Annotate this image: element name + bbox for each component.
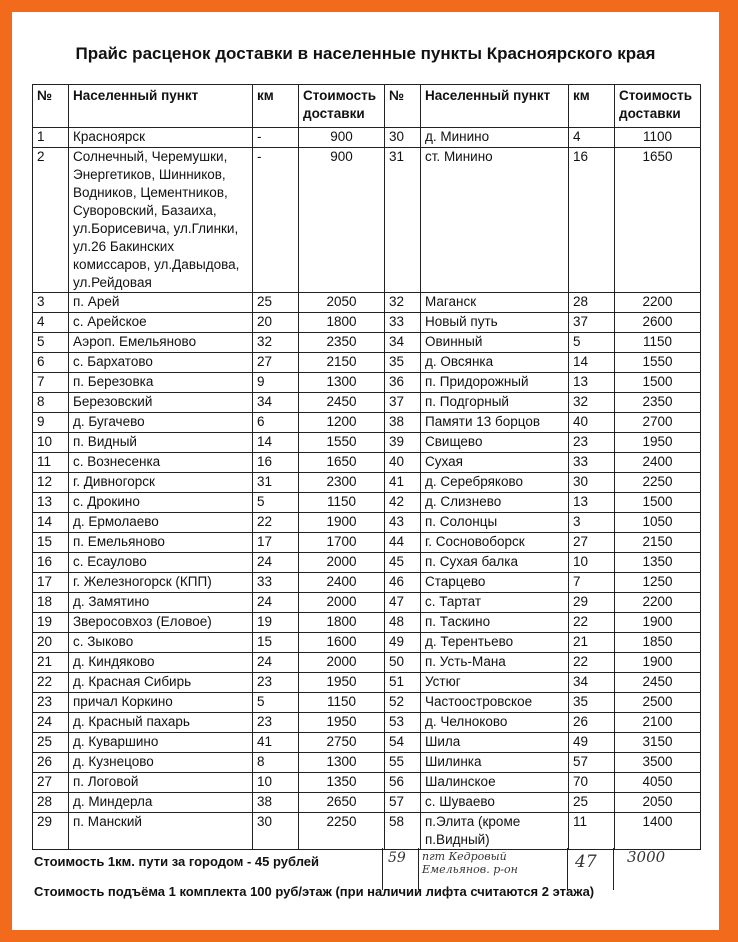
cell-cost: 1900 (615, 653, 701, 673)
cell-place: г. Сосновоборск (421, 533, 569, 553)
cell-km: 49 (569, 733, 615, 753)
cell-num: 37 (385, 393, 421, 413)
cell-km: 32 (253, 333, 299, 353)
cell-cost: 2150 (299, 353, 385, 373)
cell-km: 16 (569, 148, 615, 293)
table-row (33, 148, 701, 293)
table-row (33, 713, 701, 733)
cell-place: п. Придорожный (421, 373, 569, 393)
cell-num: 56 (385, 773, 421, 793)
cell-place: д. Красный пахарь (69, 713, 253, 733)
table-row (33, 813, 701, 850)
cell-km: 34 (253, 393, 299, 413)
table-row (33, 733, 701, 753)
cell-num: 57 (385, 793, 421, 813)
cell-km: - (253, 148, 299, 293)
cell-km: 9 (253, 373, 299, 393)
cell-place: Частоостровское (421, 693, 569, 713)
cell-cost: 3150 (615, 733, 701, 753)
cell-cost: 2700 (615, 413, 701, 433)
cell-cost: 1350 (615, 553, 701, 573)
cell-place: с. Зыково (69, 633, 253, 653)
cell-cost: 4050 (615, 773, 701, 793)
cell-cost: 2200 (615, 293, 701, 313)
cell-km: 3 (569, 513, 615, 533)
cell-num: 18 (33, 593, 69, 613)
cell-cost: 1800 (299, 613, 385, 633)
cell-place: с. Есаулово (69, 553, 253, 573)
cell-km: 20 (253, 313, 299, 333)
cell-place: д. Замятино (69, 593, 253, 613)
cell-place: Овинный (421, 333, 569, 353)
cell-num: 28 (33, 793, 69, 813)
table-row (33, 513, 701, 533)
cell-num: 53 (385, 713, 421, 733)
table-row (33, 453, 701, 473)
cell-place: д. Терентьево (421, 633, 569, 653)
cell-km: 24 (253, 593, 299, 613)
cell-num: 12 (33, 473, 69, 493)
cell-num: 17 (33, 573, 69, 593)
cell-place: д. Красная Сибирь (69, 673, 253, 693)
cell-place: г. Дивногорск (69, 473, 253, 493)
cell-num: 11 (33, 453, 69, 473)
cell-cost: 1550 (299, 433, 385, 453)
cell-km: 32 (569, 393, 615, 413)
cell-km: 30 (253, 813, 299, 850)
table-row (33, 773, 701, 793)
cell-num: 8 (33, 393, 69, 413)
cell-place: Памяти 13 борцов (421, 413, 569, 433)
header-km-2: км (569, 85, 615, 128)
cell-cost: 1850 (615, 633, 701, 653)
cell-cost: 1150 (615, 333, 701, 353)
cell-num: 44 (385, 533, 421, 553)
cell-km: 38 (253, 793, 299, 813)
cell-cost: 1500 (615, 493, 701, 513)
cell-cost: 1950 (299, 713, 385, 733)
cell-place: п. Березовка (69, 373, 253, 393)
cell-num: 9 (33, 413, 69, 433)
cell-cost: 2150 (615, 533, 701, 553)
cell-km: 23 (253, 713, 299, 733)
cell-num: 20 (33, 633, 69, 653)
footer-lifting: Стоимость подъёма 1 комплекта 100 руб/этаж (при наличии лифта считаются 2 этажа) (34, 884, 595, 899)
table-row (33, 493, 701, 513)
table-row (33, 313, 701, 333)
table-row (33, 753, 701, 773)
header-num: № (33, 85, 69, 128)
cell-place: Зверосовхоз (Еловое) (69, 613, 253, 633)
cell-km: 16 (253, 453, 299, 473)
table-row (33, 393, 701, 413)
cell-km: 19 (253, 613, 299, 633)
table-row (33, 573, 701, 593)
cell-cost: 2300 (299, 473, 385, 493)
cell-num: 1 (33, 128, 69, 148)
table-row (33, 293, 701, 313)
hand-km: 47 (575, 852, 597, 872)
cell-num: 38 (385, 413, 421, 433)
cell-num: 31 (385, 148, 421, 293)
cell-num: 51 (385, 673, 421, 693)
cell-km: 31 (253, 473, 299, 493)
cell-cost: 1500 (615, 373, 701, 393)
cell-num: 43 (385, 513, 421, 533)
cell-place: п. Солонцы (421, 513, 569, 533)
cell-num: 39 (385, 433, 421, 453)
cell-place: п. Манский (69, 813, 253, 850)
header-cost-2: Стоимость доставки (615, 85, 701, 128)
hand-cost: 3000 (627, 848, 666, 866)
cell-km: 24 (253, 553, 299, 573)
cell-cost: 2050 (615, 793, 701, 813)
cell-place: п. Логовой (69, 773, 253, 793)
cell-num: 42 (385, 493, 421, 513)
cell-cost: 1250 (615, 573, 701, 593)
cell-cost: 2050 (299, 293, 385, 313)
cell-num: 7 (33, 373, 69, 393)
cell-cost: 2450 (299, 393, 385, 413)
cell-place: Старцево (421, 573, 569, 593)
cell-place: Аэроп. Емельяново (69, 333, 253, 353)
cell-km: 23 (253, 673, 299, 693)
hand-place: пгт Кедровый Емельянов. р-он (422, 850, 518, 876)
cell-cost: 1100 (615, 128, 701, 148)
cell-cost: 2100 (615, 713, 701, 733)
cell-km: 33 (253, 573, 299, 593)
cell-num: 22 (33, 673, 69, 693)
cell-num: 58 (385, 813, 421, 850)
cell-num: 47 (385, 593, 421, 613)
header-km: км (253, 85, 299, 128)
cell-place: Маганск (421, 293, 569, 313)
cell-km: 5 (253, 493, 299, 513)
cell-km: 35 (569, 693, 615, 713)
cell-cost: 1550 (615, 353, 701, 373)
cell-km: 17 (253, 533, 299, 553)
cell-place: Свищево (421, 433, 569, 453)
cell-place: с. Арейское (69, 313, 253, 333)
cell-km: 40 (569, 413, 615, 433)
table-row (33, 533, 701, 553)
cell-place: ст. Минино (421, 148, 569, 293)
cell-cost: 1050 (615, 513, 701, 533)
cell-km: 27 (253, 353, 299, 373)
cell-km: 10 (569, 553, 615, 573)
cell-place: д. Миндерла (69, 793, 253, 813)
cell-place: д. Бугачево (69, 413, 253, 433)
cell-num: 41 (385, 473, 421, 493)
cell-num: 40 (385, 453, 421, 473)
cell-km: 13 (569, 373, 615, 393)
cell-cost: 2750 (299, 733, 385, 753)
cell-km: 8 (253, 753, 299, 773)
cell-km: 22 (569, 613, 615, 633)
cell-num: 23 (33, 693, 69, 713)
table-row (33, 473, 701, 493)
cell-place: д. Кузнецово (69, 753, 253, 773)
cell-place: Устюг (421, 673, 569, 693)
cell-km: 11 (569, 813, 615, 850)
cell-num: 16 (33, 553, 69, 573)
cell-place: п.Элита (кроме п.Видный) (421, 813, 569, 850)
cell-cost: 900 (299, 128, 385, 148)
cell-num: 32 (385, 293, 421, 313)
cell-place: г. Железногорск (КПП) (69, 573, 253, 593)
cell-place: Березовский (69, 393, 253, 413)
cell-num: 46 (385, 573, 421, 593)
cell-cost: 1650 (615, 148, 701, 293)
cell-num: 54 (385, 733, 421, 753)
cell-place: причал Коркино (69, 693, 253, 713)
cell-num: 10 (33, 433, 69, 453)
hand-cell-border (613, 848, 614, 890)
header-place-2: Населенный пункт (421, 85, 569, 128)
cell-km: 30 (569, 473, 615, 493)
cell-cost: 1800 (299, 313, 385, 333)
table-row (33, 553, 701, 573)
cell-km: 25 (569, 793, 615, 813)
cell-num: 24 (33, 713, 69, 733)
header-place: Населенный пункт (69, 85, 253, 128)
cell-cost: 1950 (615, 433, 701, 453)
table-header-row (33, 85, 701, 128)
table-row (33, 593, 701, 613)
table-row (33, 673, 701, 693)
cell-place: с. Тартат (421, 593, 569, 613)
cell-num: 5 (33, 333, 69, 353)
cell-km: 27 (569, 533, 615, 553)
cell-km: 13 (569, 493, 615, 513)
cell-num: 50 (385, 653, 421, 673)
cell-num: 21 (33, 653, 69, 673)
cell-cost: 2350 (615, 393, 701, 413)
cell-cost: 2400 (615, 453, 701, 473)
cell-cost: 2500 (615, 693, 701, 713)
cell-km: 33 (569, 453, 615, 473)
price-sheet (12, 12, 719, 930)
cell-cost: 2650 (299, 793, 385, 813)
cell-place: Шила (421, 733, 569, 753)
table-row (33, 693, 701, 713)
cell-cost: 1200 (299, 413, 385, 433)
cell-km: 4 (569, 128, 615, 148)
table-row (33, 373, 701, 393)
cell-num: 30 (385, 128, 421, 148)
cell-km: 22 (569, 653, 615, 673)
cell-cost: 1900 (299, 513, 385, 533)
cell-km: 28 (569, 293, 615, 313)
cell-place: д. Куваршино (69, 733, 253, 753)
cell-km: 34 (569, 673, 615, 693)
table-body (33, 128, 701, 850)
cell-km: 14 (569, 353, 615, 373)
cell-km: 21 (569, 633, 615, 653)
cell-place: д. Ермолаево (69, 513, 253, 533)
cell-km: 70 (569, 773, 615, 793)
cell-place: п. Емельяново (69, 533, 253, 553)
cell-cost: 1650 (299, 453, 385, 473)
cell-num: 34 (385, 333, 421, 353)
cell-cost: 2250 (615, 473, 701, 493)
cell-km: - (253, 128, 299, 148)
cell-km: 7 (569, 573, 615, 593)
cell-cost: 1950 (299, 673, 385, 693)
header-cost: Стоимость доставки (299, 85, 385, 128)
cell-place: п. Усть-Мана (421, 653, 569, 673)
cell-km: 15 (253, 633, 299, 653)
table-row (33, 613, 701, 633)
cell-cost: 2450 (615, 673, 701, 693)
cell-num: 25 (33, 733, 69, 753)
cell-num: 14 (33, 513, 69, 533)
cell-num: 27 (33, 773, 69, 793)
cell-place: Красноярск (69, 128, 253, 148)
cell-km: 6 (253, 413, 299, 433)
cell-place: д. Овсянка (421, 353, 569, 373)
cell-num: 55 (385, 753, 421, 773)
cell-cost: 2000 (299, 553, 385, 573)
cell-cost: 900 (299, 148, 385, 293)
cell-km: 41 (253, 733, 299, 753)
cell-place: с. Шуваево (421, 793, 569, 813)
cell-num: 15 (33, 533, 69, 553)
table-row (33, 128, 701, 148)
cell-num: 6 (33, 353, 69, 373)
cell-cost: 2350 (299, 333, 385, 353)
cell-num: 33 (385, 313, 421, 333)
cell-place: п. Арей (69, 293, 253, 313)
table-row (33, 333, 701, 353)
cell-place: с. Дрокино (69, 493, 253, 513)
cell-place: Шилинка (421, 753, 569, 773)
cell-num: 49 (385, 633, 421, 653)
header-num-2: № (385, 85, 421, 128)
cell-cost: 1900 (615, 613, 701, 633)
cell-cost: 1150 (299, 693, 385, 713)
cell-cost: 2600 (615, 313, 701, 333)
cell-num: 2 (33, 148, 69, 293)
cell-place: с. Бархатово (69, 353, 253, 373)
price-table (32, 84, 701, 850)
cell-num: 29 (33, 813, 69, 850)
cell-cost: 1350 (299, 773, 385, 793)
cell-place: д. Минино (421, 128, 569, 148)
cell-place: п. Таскино (421, 613, 569, 633)
cell-place: Шалинское (421, 773, 569, 793)
cell-place: Сухая (421, 453, 569, 473)
cell-place: п. Сухая балка (421, 553, 569, 573)
cell-km: 29 (569, 593, 615, 613)
cell-km: 5 (253, 693, 299, 713)
cell-place: Новый путь (421, 313, 569, 333)
table-row (33, 793, 701, 813)
cell-km: 37 (569, 313, 615, 333)
cell-num: 4 (33, 313, 69, 333)
cell-km: 25 (253, 293, 299, 313)
cell-km: 23 (569, 433, 615, 453)
cell-cost: 1400 (615, 813, 701, 850)
cell-cost: 2000 (299, 653, 385, 673)
cell-km: 14 (253, 433, 299, 453)
cell-num: 45 (385, 553, 421, 573)
cell-num: 13 (33, 493, 69, 513)
cell-km: 26 (569, 713, 615, 733)
cell-num: 48 (385, 613, 421, 633)
cell-cost: 1700 (299, 533, 385, 553)
cell-num: 19 (33, 613, 69, 633)
cell-num: 3 (33, 293, 69, 313)
cell-num: 36 (385, 373, 421, 393)
footer-per-km: Стоимость 1км. пути за городом - 45 рублей (34, 854, 320, 869)
cell-km: 24 (253, 653, 299, 673)
cell-km: 10 (253, 773, 299, 793)
cell-cost: 3500 (615, 753, 701, 773)
cell-place: Солнечный, Черемушки, Энергетиков, Шинников, Водников, Цементников, Суворовский, Базаиха, ул.Борисевича, ул.Глинки, ул.26 Бакинских комиссаров, ул.Давыдова, ул.Рейдовая (69, 148, 253, 293)
cell-place: д. Челноково (421, 713, 569, 733)
table-row (33, 413, 701, 433)
cell-cost: 2000 (299, 593, 385, 613)
cell-cost: 2200 (615, 593, 701, 613)
cell-place: п. Подгорный (421, 393, 569, 413)
hand-num: 59 (388, 850, 406, 866)
cell-place: д. Серебряково (421, 473, 569, 493)
cell-num: 26 (33, 753, 69, 773)
cell-cost: 1300 (299, 753, 385, 773)
cell-num: 35 (385, 353, 421, 373)
table-row (33, 653, 701, 673)
cell-cost: 1150 (299, 493, 385, 513)
table-row (33, 433, 701, 453)
cell-km: 57 (569, 753, 615, 773)
table-row (33, 353, 701, 373)
cell-num: 52 (385, 693, 421, 713)
cell-km: 22 (253, 513, 299, 533)
cell-place: д. Киндяково (69, 653, 253, 673)
cell-cost: 1600 (299, 633, 385, 653)
cell-place: с. Вознесенка (69, 453, 253, 473)
table-row (33, 633, 701, 653)
cell-km: 5 (569, 333, 615, 353)
cell-place: д. Слизнево (421, 493, 569, 513)
cell-cost: 1300 (299, 373, 385, 393)
page-title: Прайс расценок доставки в населенные пункты Красноярского края (75, 44, 656, 63)
cell-cost: 2400 (299, 573, 385, 593)
cell-place: п. Видный (69, 433, 253, 453)
cell-cost: 2250 (299, 813, 385, 850)
